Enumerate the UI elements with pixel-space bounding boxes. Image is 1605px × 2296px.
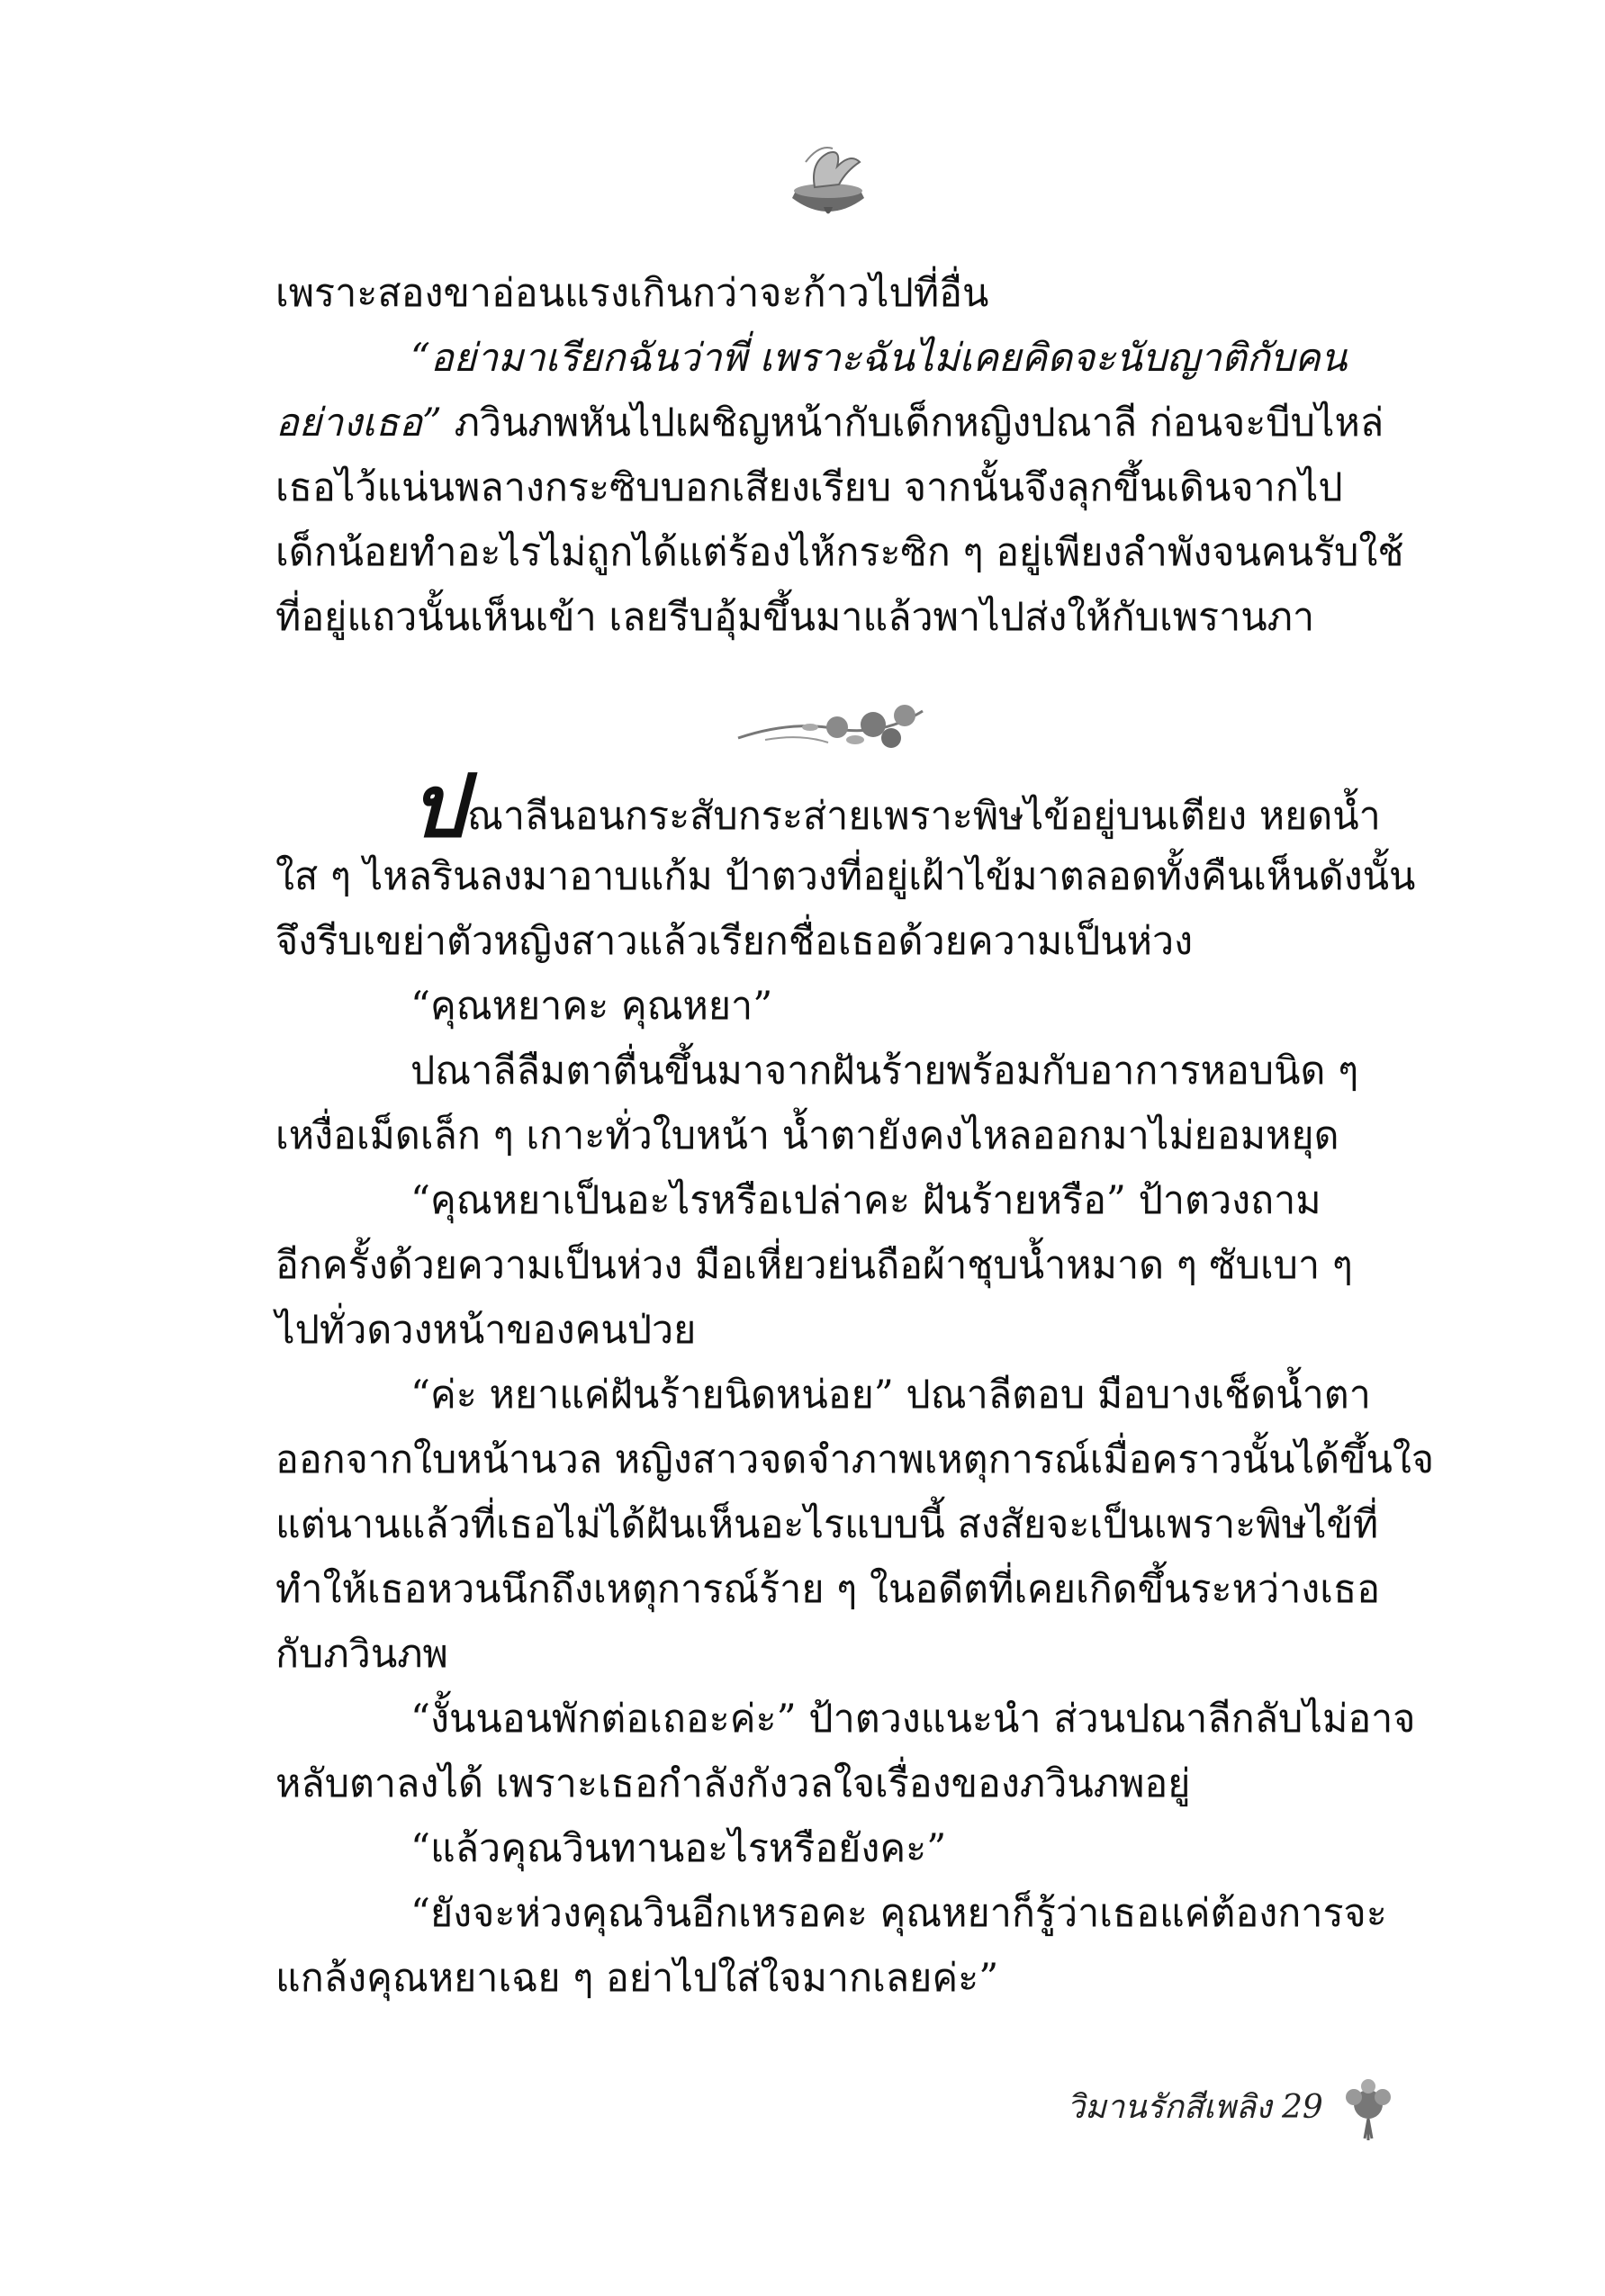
paragraph-line: ใส ๆ ไหลรินลงมาอาบแก้ม ป้าตวงที่อยู่เฝ้าไข้มาตลอดทั้งคืนเห็นดังนั้น: [275, 854, 1416, 899]
text-block-1: [275, 261, 1417, 650]
teapot-ornament-icon: [774, 135, 882, 234]
paragraph-text: ณาลีนอนกระสับกระส่ายเพราะพิษไข้อยู่บนเตียง หยดน้ำ: [466, 794, 1381, 839]
paragraph-line: “ยังจะห่วงคุณวินอีกเหรอคะ คุณหยาก็รู้ว่าเธอแค่ต้องการจะ: [410, 1891, 1387, 1936]
paragraph-line: หลับตาลงได้ เพราะเธอกำลังกังวลใจเรื่องของภวินภพอยู่: [275, 1761, 1191, 1806]
paragraph-line: ปณาลีลืมตาตื่นขึ้นมาจากฝันร้ายพร้อมกับอาการหอบนิด ๆ: [410, 1049, 1359, 1094]
paragraph-line: แกล้งคุณหยาเฉย ๆ อย่าไปใส่ใจมากเลยค่ะ”: [275, 1956, 999, 2001]
paragraph-line: ไปทั่วดวงหน้าของคนป่วย: [275, 1308, 697, 1353]
book-title: วิมานรักสีเพลิง: [1067, 2089, 1272, 2126]
paragraph-line: [275, 755, 1417, 857]
page-footer: [1067, 2081, 1323, 2132]
floral-vine-ornament-icon: [729, 684, 936, 765]
paragraph-line: ทำให้เธอหวนนึกถึงเหตุการณ์ร้าย ๆ ในอดีตที่เคยเกิดขึ้นระหว่างเธอ: [275, 1567, 1381, 1612]
paragraph-line: “งั้นนอนพักต่อเถอะค่ะ” ป้าตวงแนะนำ ส่วนปณาลีกลับไม่อาจ: [410, 1697, 1416, 1742]
paragraph-line: เพราะสองขาอ่อนแรงเกินกว่าจะก้าวไปที่อื่น: [275, 271, 989, 316]
paragraph-line: [275, 391, 1417, 455]
page-number: 29: [1282, 2089, 1323, 2126]
paragraph-line: ออกจากใบหน้านวล หญิงสาวจดจำภาพเหตุการณ์เมื่อคราวนั้นได้ขึ้นใจ: [275, 1437, 1435, 1482]
italic-quote-end: อย่างเธอ”: [275, 401, 442, 446]
drop-cap: ป: [410, 755, 465, 857]
paragraph-line: กับภวินภพ: [275, 1632, 448, 1677]
paragraph-line: เธอไว้แน่นพลางกระซิบบอกเสียงเรียบ จากนั้นจึงลุกขึ้นเดินจากไป: [275, 465, 1343, 510]
flower-bouquet-icon: [1332, 2070, 1404, 2142]
paragraph-line: อีกครั้งด้วยความเป็นห่วง มือเหี่ยวย่นถือผ้าชุบน้ำหมาด ๆ ซับเบา ๆ: [275, 1243, 1353, 1288]
paragraph-line: “แล้วคุณวินทานอะไรหรือยังคะ”: [410, 1826, 947, 1871]
paragraph-line: จึงรีบเขย่าตัวหญิงสาวแล้วเรียกชื่อเธอด้วยความเป็นห่วง: [275, 919, 1194, 964]
paragraph-line: “อย่ามาเรียกฉันว่าพี่ เพราะฉันไม่เคยคิดจะนับญาติกับคน: [410, 336, 1348, 381]
paragraph-line: แต่นานแล้วที่เธอไม่ได้ฝันเห็นอะไรแบบนี้ สงสัยจะเป็นเพราะพิษไข้ที่: [275, 1502, 1379, 1547]
paragraph-line: “คุณหยาเป็นอะไรหรือเปล่าคะ ฝันร้ายหรือ” ป้าตวงถาม: [410, 1178, 1321, 1223]
paragraph-line: ที่อยู่แถวนั้นเห็นเข้า เลยรีบอุ้มขึ้นมาแล้วพาไปส่งให้กับเพรานภา: [275, 595, 1315, 640]
text-block-2: [275, 755, 1435, 2011]
paragraph-text: ภวินภพหันไปเผชิญหน้ากับเด็กหญิงปณาลี ก่อนจะบีบไหล่: [441, 401, 1384, 446]
paragraph-line: เด็กน้อยทำอะไรไม่ถูกได้แต่ร้องไห้กระซิก ๆ อยู่เพียงลำพังจนคนรับใช้: [275, 530, 1404, 575]
paragraph-line: เหงื่อเม็ดเล็ก ๆ เกาะทั่วใบหน้า น้ำตายังคงไหลออกมาไม่ยอมหยุด: [275, 1113, 1339, 1158]
paragraph-line: “ค่ะ หยาแค่ฝันร้ายนิดหน่อย” ปณาลีตอบ มือบางเช็ดน้ำตา: [410, 1373, 1371, 1418]
paragraph-line: “คุณหยาคะ คุณหยา”: [410, 984, 773, 1029]
